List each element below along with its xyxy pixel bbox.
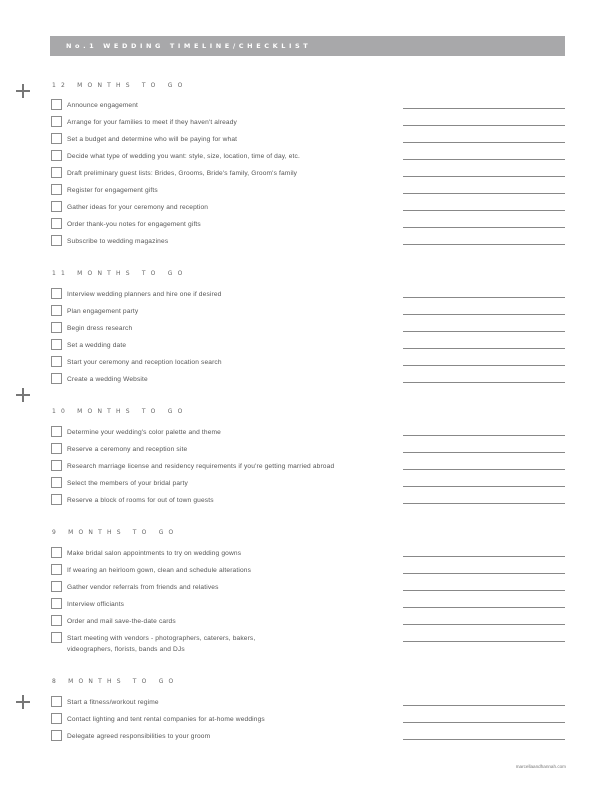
- checkbox[interactable]: [51, 116, 62, 127]
- checklist-item: [51, 201, 565, 215]
- notes-line[interactable]: [403, 176, 565, 177]
- notes-line[interactable]: [403, 108, 565, 109]
- item-label: Interview wedding planners and hire one if desired: [67, 291, 222, 298]
- notes-line[interactable]: [403, 365, 565, 366]
- section-title: 11 MONTHS TO GO: [52, 270, 188, 277]
- item-label: Reserve a block of rooms for out of town guests: [67, 497, 214, 504]
- checklist-item: [51, 615, 565, 629]
- notes-line[interactable]: [403, 503, 565, 504]
- item-label: Draft preliminary guest lists: Brides, Grooms, Bride's family, Groom's family: [67, 170, 298, 177]
- notes-line[interactable]: [403, 486, 565, 487]
- checkbox[interactable]: [51, 632, 62, 643]
- footer-website: marcellaandhannah.com: [515, 764, 566, 769]
- checklist-item: [51, 547, 565, 561]
- section-title: 9 MONTHS TO GO: [52, 529, 179, 536]
- checkbox[interactable]: [51, 730, 62, 741]
- checkbox[interactable]: [51, 322, 62, 333]
- item-label: Determine your wedding's color palette and theme: [67, 429, 221, 436]
- header-bar: [50, 36, 565, 56]
- checklist-item: [51, 494, 565, 508]
- item-label: Arrange for your families to meet if they haven't already: [67, 119, 237, 126]
- checkbox[interactable]: [51, 713, 62, 724]
- item-label: Decide what type of wedding you want: style, size, location, time of day, etc.: [67, 153, 300, 160]
- item-label: Make bridal salon appointments to try on wedding gowns: [67, 550, 242, 557]
- checkbox[interactable]: [51, 443, 62, 454]
- section-title: 8 MONTHS TO GO: [52, 678, 179, 685]
- notes-line[interactable]: [403, 452, 565, 453]
- notes-line[interactable]: [403, 227, 565, 228]
- notes-line[interactable]: [403, 297, 565, 298]
- notes-line[interactable]: [403, 314, 565, 315]
- plus-mark-icon: [16, 84, 30, 98]
- item-label: Start your ceremony and reception location search: [67, 359, 222, 366]
- checkbox[interactable]: [51, 460, 62, 471]
- plus-mark-icon: [16, 388, 30, 402]
- item-label: Gather vendor referrals from friends and relatives: [67, 584, 219, 591]
- checkbox[interactable]: [51, 547, 62, 558]
- checkbox[interactable]: [51, 218, 62, 229]
- item-label: Order thank-you notes for engagement gifts: [67, 221, 201, 228]
- item-label: Set a budget and determine who will be paying for what: [67, 136, 238, 143]
- checkbox[interactable]: [51, 201, 62, 212]
- checklist-item: [51, 184, 565, 198]
- checklist-item: [51, 373, 565, 387]
- notes-line[interactable]: [403, 382, 565, 383]
- checklist-item: [51, 713, 565, 727]
- item-label: Interview officiants: [67, 601, 125, 608]
- checkbox[interactable]: [51, 477, 62, 488]
- checkbox[interactable]: [51, 339, 62, 350]
- section-title: 12 MONTHS TO GO: [52, 82, 188, 89]
- checklist-item: [51, 460, 565, 474]
- notes-line[interactable]: [403, 590, 565, 591]
- item-label: If wearing an heirloom gown, clean and schedule alterations: [67, 567, 252, 574]
- checklist-item: [51, 99, 565, 113]
- section-title: 10 MONTHS TO GO: [52, 408, 188, 415]
- checklist-item: [51, 356, 565, 370]
- checkbox[interactable]: [51, 356, 62, 367]
- item-label: Research marriage license and residency requirements if you're getting married abroad: [67, 463, 335, 470]
- checkbox[interactable]: [51, 99, 62, 110]
- checklist-item: [51, 167, 565, 181]
- item-label: Delegate agreed responsibilities to your groom: [67, 733, 211, 740]
- checkbox[interactable]: [51, 167, 62, 178]
- item-label: Start a fitness/workout regime: [67, 699, 159, 706]
- item-label: Begin dress research: [67, 325, 133, 332]
- notes-line[interactable]: [403, 624, 565, 625]
- checkbox[interactable]: [51, 305, 62, 316]
- checkbox[interactable]: [51, 564, 62, 575]
- checklist-item: [51, 305, 565, 319]
- checkbox[interactable]: [51, 150, 62, 161]
- checklist-item: [51, 150, 565, 164]
- checklist-item: [51, 581, 565, 595]
- item-label: Set a wedding date: [67, 342, 127, 349]
- checklist-item: [51, 443, 565, 457]
- notes-line[interactable]: [403, 739, 565, 740]
- notes-line[interactable]: [403, 722, 565, 723]
- checklist-item: [51, 696, 565, 710]
- item-label: Start meeting with vendors - photographers, caterers, bakers,: [67, 635, 256, 642]
- item-label: Create a wedding Website: [67, 376, 148, 383]
- notes-line[interactable]: [403, 573, 565, 574]
- item-label: Plan engagement party: [67, 308, 139, 315]
- checkbox[interactable]: [51, 288, 62, 299]
- item-label: Announce engagement: [67, 102, 139, 109]
- checkbox[interactable]: [51, 426, 62, 437]
- checklist-item: [51, 116, 565, 130]
- checklist-item: [51, 632, 565, 658]
- checkbox[interactable]: [51, 373, 62, 384]
- item-label: Contact lighting and tent rental companies for at-home weddings: [67, 716, 265, 723]
- notes-line[interactable]: [403, 435, 565, 436]
- notes-line[interactable]: [403, 607, 565, 608]
- checkbox[interactable]: [51, 235, 62, 246]
- checkbox[interactable]: [51, 184, 62, 195]
- checklist-item: [51, 218, 565, 232]
- page-title: No.1 WEDDING TIMELINE/CHECKLIST: [66, 42, 312, 50]
- item-label: Gather ideas for your ceremony and reception: [67, 204, 209, 211]
- notes-line[interactable]: [403, 193, 565, 194]
- checkbox[interactable]: [51, 598, 62, 609]
- checkbox[interactable]: [51, 696, 62, 707]
- plus-mark-icon: [16, 695, 30, 709]
- notes-line[interactable]: [403, 142, 565, 143]
- checklist-item: [51, 133, 565, 147]
- checkbox[interactable]: [51, 494, 62, 505]
- item-label: Subscribe to wedding magazines: [67, 238, 169, 245]
- item-label: Select the members of your bridal party: [67, 480, 188, 487]
- item-label-continued: videographers, florists, bands and DJs: [67, 646, 185, 653]
- checkbox[interactable]: [51, 615, 62, 626]
- checklist-item: [51, 288, 565, 302]
- checklist-item: [51, 730, 565, 744]
- notes-line[interactable]: [403, 705, 565, 706]
- item-label: Reserve a ceremony and reception site: [67, 446, 188, 453]
- notes-line[interactable]: [403, 125, 565, 126]
- item-label: Order and mail save-the-date cards: [67, 618, 176, 625]
- item-label: Register for engagement gifts: [67, 187, 158, 194]
- checklist-item: [51, 235, 565, 249]
- checklist-item: [51, 598, 565, 612]
- notes-line[interactable]: [403, 556, 565, 557]
- checklist-item: [51, 564, 565, 578]
- checklist-item: [51, 339, 565, 353]
- notes-line[interactable]: [403, 210, 565, 211]
- checklist-item: [51, 322, 565, 336]
- notes-line[interactable]: [403, 348, 565, 349]
- notes-line[interactable]: [403, 641, 565, 642]
- checkbox[interactable]: [51, 581, 62, 592]
- checklist-item: [51, 477, 565, 491]
- notes-line[interactable]: [403, 244, 565, 245]
- notes-line[interactable]: [403, 159, 565, 160]
- notes-line[interactable]: [403, 469, 565, 470]
- checkbox[interactable]: [51, 133, 62, 144]
- notes-line[interactable]: [403, 331, 565, 332]
- checklist-item: [51, 426, 565, 440]
